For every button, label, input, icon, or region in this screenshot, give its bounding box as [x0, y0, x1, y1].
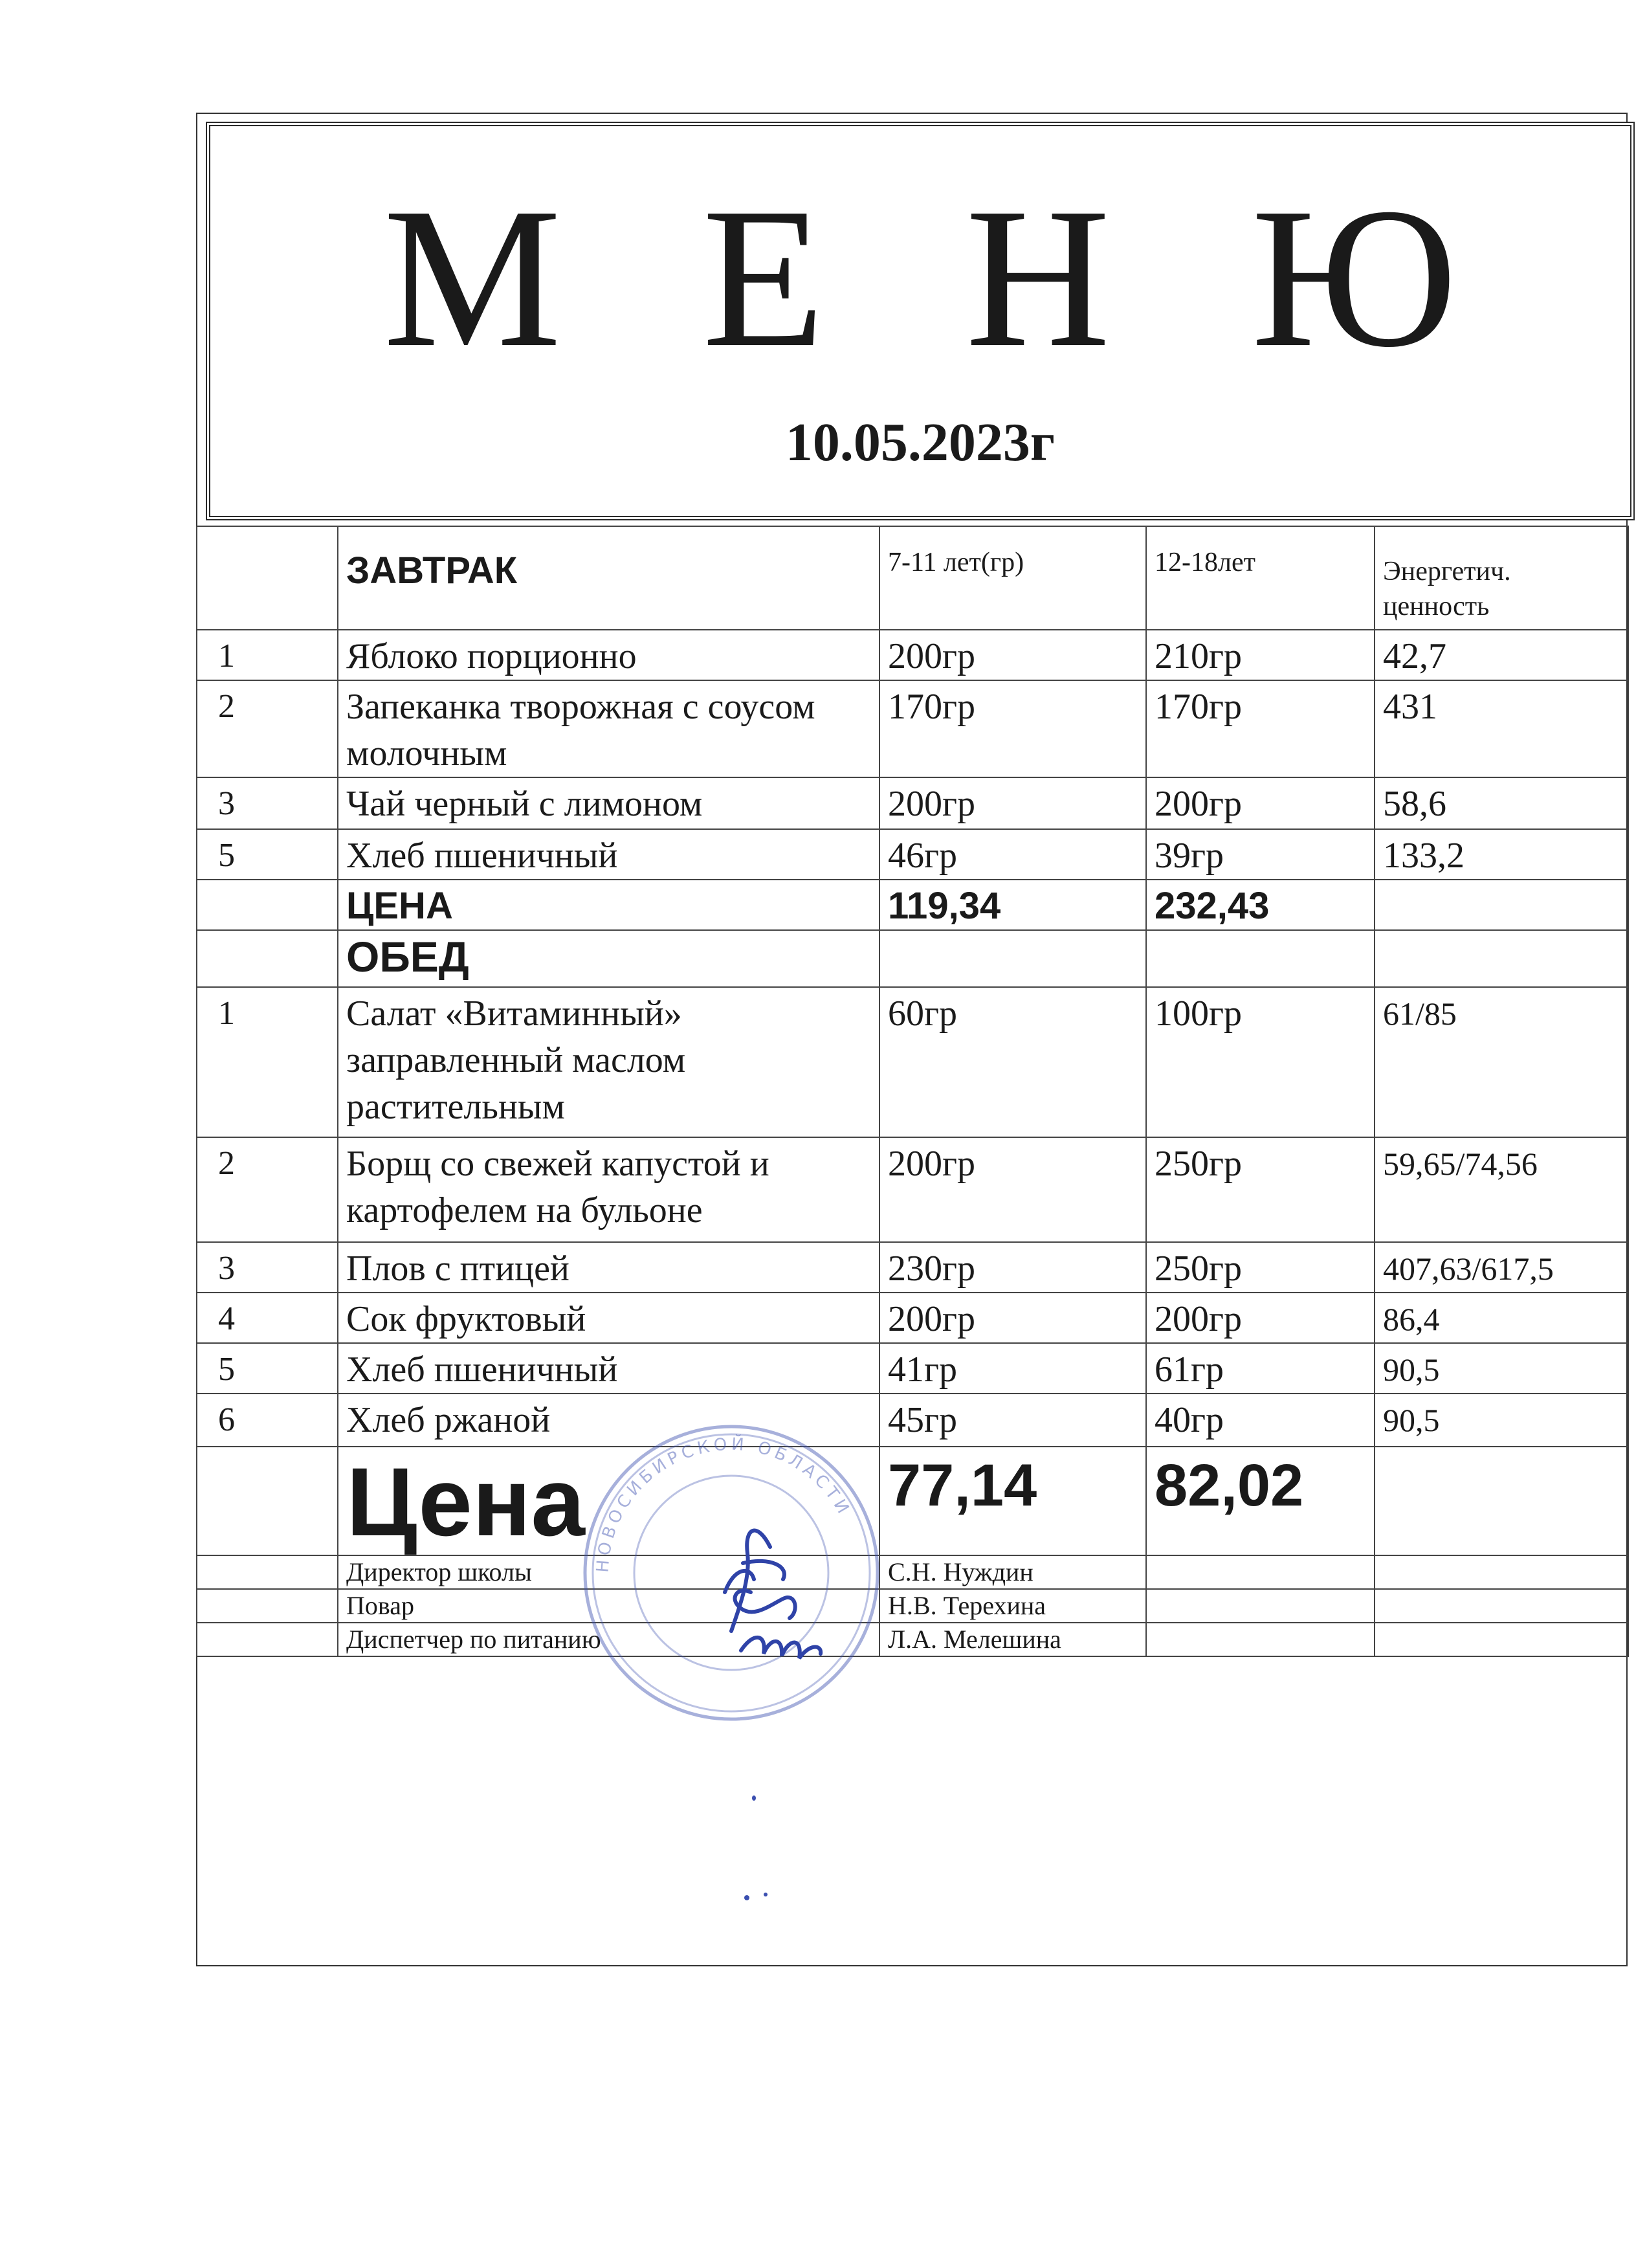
item-energy: 407,63/617,5 [1375, 1242, 1628, 1293]
item-name: Сок фруктовый [338, 1293, 879, 1343]
item-name: Чай черный с лимоном [338, 777, 879, 829]
lunch-price-2: 82,02 [1146, 1447, 1375, 1555]
table-row [197, 829, 1628, 880]
signature-person: Н.В. Терехина [879, 1589, 1146, 1623]
empty-cell [197, 930, 338, 987]
lunch-price-label: Цена [338, 1447, 879, 1555]
item-energy: 90,5 [1375, 1343, 1628, 1394]
item-age-1: 200гр [879, 1137, 1146, 1242]
lunch-title: ОБЕД [338, 930, 879, 987]
column-energy: Энергетич. ценность [1375, 526, 1628, 630]
empty-cell [1146, 930, 1375, 987]
item-age-1: 41гр [879, 1343, 1146, 1394]
item-name: Салат «Витаминный» заправленный маслом растительным [338, 987, 879, 1137]
ink-speck [764, 1893, 768, 1896]
item-name: Яблоко порционно [338, 630, 879, 680]
table-row [197, 1394, 1628, 1447]
lunch-price-1: 77,14 [879, 1447, 1146, 1555]
signature-role: Повар [338, 1589, 879, 1623]
table-row [197, 1343, 1628, 1394]
breakfast-price-label: ЦЕНА [338, 880, 879, 930]
empty-cell [197, 1623, 338, 1656]
item-name: Хлеб ржаной [338, 1394, 879, 1447]
table-row [197, 1293, 1628, 1343]
signature-row [197, 1589, 1628, 1623]
page-title: М Е Н Ю [383, 167, 1503, 389]
signature-row [197, 1623, 1628, 1656]
item-age-2: 61гр [1146, 1343, 1375, 1394]
column-age-1: 7-11 лет(гр) [879, 526, 1146, 630]
empty-cell [1375, 1623, 1628, 1656]
menu-date: 10.05.2023г [785, 412, 1056, 472]
item-age-1: 230гр [879, 1242, 1146, 1293]
item-age-2: 210гр [1146, 630, 1375, 680]
item-age-1: 200гр [879, 777, 1146, 829]
item-energy: 42,7 [1375, 630, 1628, 680]
table-row [197, 777, 1628, 829]
item-age-1: 200гр [879, 1293, 1146, 1343]
empty-cell [1375, 880, 1628, 930]
item-number: 5 [197, 829, 338, 880]
item-energy: 86,4 [1375, 1293, 1628, 1343]
empty-cell [197, 880, 338, 930]
item-number: 5 [197, 1343, 338, 1394]
stamp-text: НОВОСИБИРСКОЙ ОБЛАСТИ [593, 1434, 855, 1573]
signature-role: Директор школы [338, 1555, 879, 1589]
item-age-2: 250гр [1146, 1137, 1375, 1242]
table-row [197, 630, 1628, 680]
item-name: Запеканка творожная с соусом молочным [338, 680, 879, 777]
menu-table [196, 526, 1629, 1657]
item-name: Хлеб пшеничный [338, 1343, 879, 1394]
signature-person: Л.А. Мелешина [879, 1623, 1146, 1656]
empty-cell [1375, 930, 1628, 987]
item-number: 3 [197, 777, 338, 829]
stamp-rings [585, 1427, 878, 1719]
lunch-price-row [197, 1447, 1628, 1555]
item-number: 2 [197, 680, 338, 777]
breakfast-price-row [197, 880, 1628, 930]
item-age-2: 200гр [1146, 777, 1375, 829]
table-row [197, 1242, 1628, 1293]
empty-cell [1146, 1623, 1375, 1656]
item-energy: 133,2 [1375, 829, 1628, 880]
breakfast-price-2: 232,43 [1146, 880, 1375, 930]
item-age-1: 200гр [879, 630, 1146, 680]
signature-person: С.Н. Нуждин [879, 1555, 1146, 1589]
signature-role: Диспетчер по питанию [338, 1623, 879, 1656]
official-stamp [576, 1418, 887, 1728]
item-age-2: 39гр [1146, 829, 1375, 880]
item-age-2: 170гр [1146, 680, 1375, 777]
ink-speck [752, 1796, 756, 1801]
empty-cell [879, 930, 1146, 987]
breakfast-price-1: 119,34 [879, 880, 1146, 930]
empty-cell [1375, 1447, 1628, 1555]
item-energy: 90,5 [1375, 1394, 1628, 1447]
empty-cell [197, 526, 338, 630]
item-age-2: 100гр [1146, 987, 1375, 1137]
item-age-2: 250гр [1146, 1242, 1375, 1293]
signature-row [197, 1555, 1628, 1589]
table-row [197, 987, 1628, 1137]
item-age-1: 45гр [879, 1394, 1146, 1447]
empty-cell [1146, 1555, 1375, 1589]
table-row [197, 1137, 1628, 1242]
item-age-1: 170гр [879, 680, 1146, 777]
table-row [197, 680, 1628, 777]
item-number: 2 [197, 1137, 338, 1242]
signature-scribble [725, 1531, 821, 1658]
header-box [206, 122, 1635, 520]
item-energy: 59,65/74,56 [1375, 1137, 1628, 1242]
item-age-1: 60гр [879, 987, 1146, 1137]
empty-cell [197, 1447, 338, 1555]
item-name: Борщ со свежей капустой и картофелем на бульоне [338, 1137, 879, 1242]
item-name: Хлеб пшеничный [338, 829, 879, 880]
item-age-1: 46гр [879, 829, 1146, 880]
empty-cell [1375, 1555, 1628, 1589]
empty-cell [1375, 1589, 1628, 1623]
ink-speck [744, 1895, 749, 1900]
item-number: 3 [197, 1242, 338, 1293]
item-age-2: 200гр [1146, 1293, 1375, 1343]
breakfast-title: ЗАВТРАК [338, 526, 879, 630]
lunch-header-row [197, 930, 1628, 987]
item-energy: 431 [1375, 680, 1628, 777]
item-number: 1 [197, 987, 338, 1137]
breakfast-header-row [197, 526, 1628, 630]
item-number: 4 [197, 1293, 338, 1343]
item-age-2: 40гр [1146, 1394, 1375, 1447]
item-energy: 61/85 [1375, 987, 1628, 1137]
column-age-2: 12-18лет [1146, 526, 1375, 630]
empty-cell [1146, 1589, 1375, 1623]
item-name: Плов с птицей [338, 1242, 879, 1293]
empty-cell [197, 1555, 338, 1589]
item-number: 6 [197, 1394, 338, 1447]
empty-cell [197, 1589, 338, 1623]
item-number: 1 [197, 630, 338, 680]
item-energy: 58,6 [1375, 777, 1628, 829]
